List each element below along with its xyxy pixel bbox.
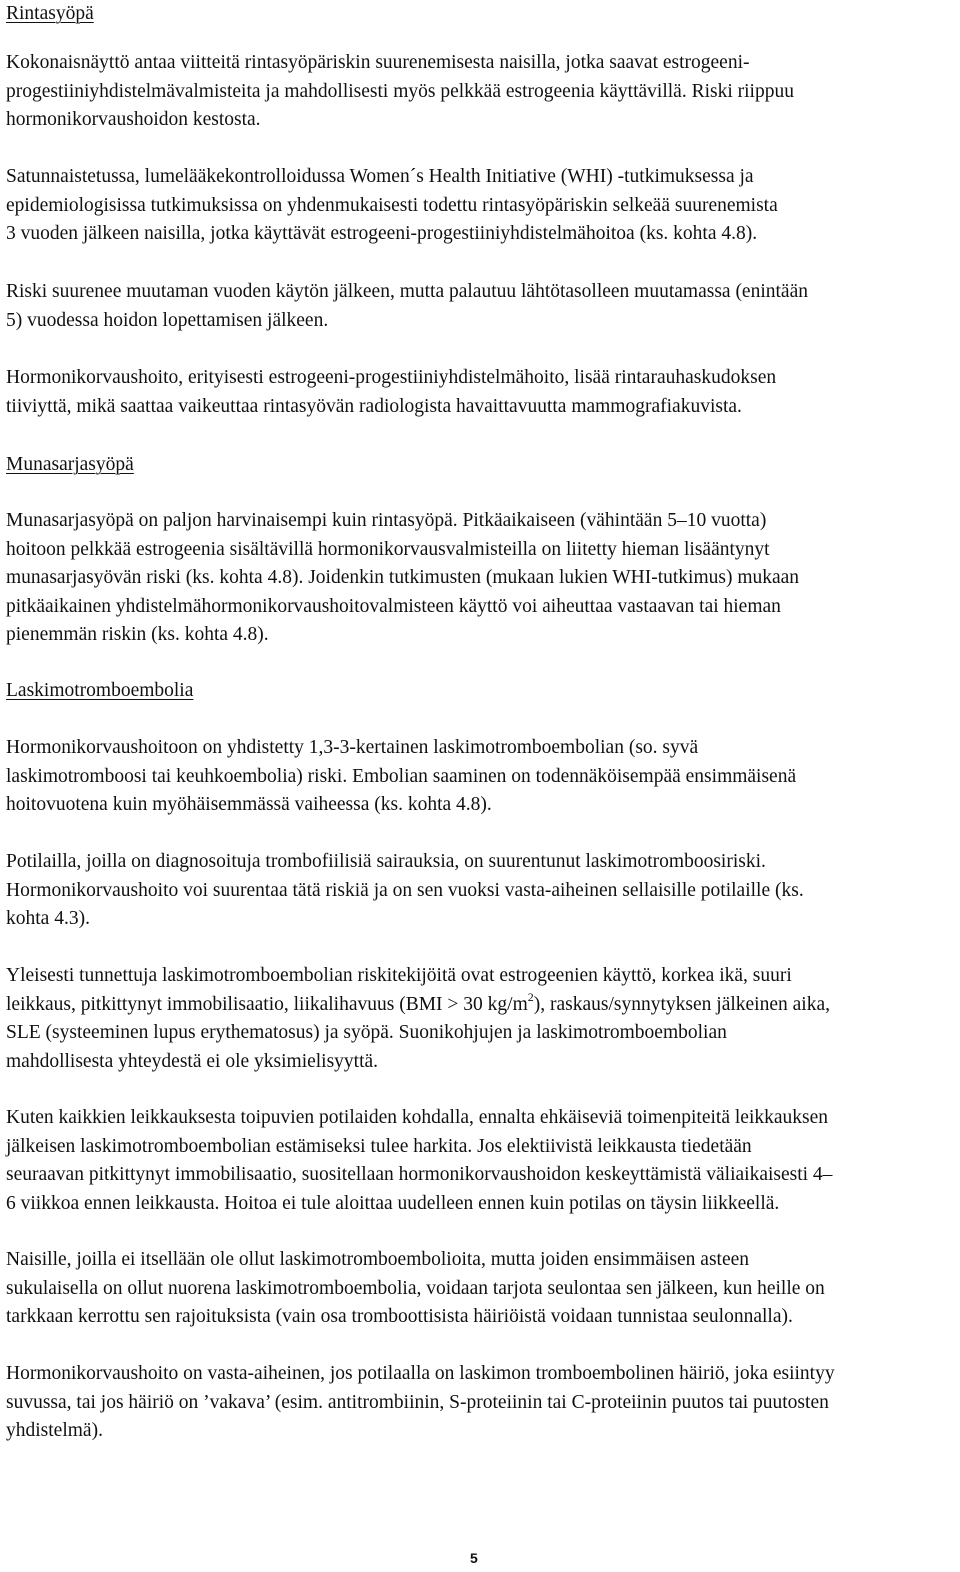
text-line: 3 vuoden jälkeen naisilla, jotka käyttävät estrogeeni-progestiiniyhdistelmähoitoa (ks. kohta 4.8). bbox=[6, 223, 758, 244]
text-line: Hormonikorvaushoito, erityisesti estrogeeni-progestiiniyhdistelmähoito, lisää rintarauhaskudoksen bbox=[6, 367, 777, 388]
text-line: progestiiniyhdistelmävalmisteita ja mahdollisesti myös pelkkää estrogeenia käyttävillä. Riski riippuu bbox=[6, 80, 794, 102]
text-line: epidemiologisissa tutkimuksissa on yhdenmukaisesti todettu rintasyöpäriskin selkeää suurenemista bbox=[6, 194, 778, 216]
page-number: 5 bbox=[470, 1550, 478, 1566]
paragraph-vte-3 bbox=[6, 962, 952, 1076]
text-segment: leikkaus, pitkittynyt immobilisaatio, liikalihavuus (BMI > 30 kg/m bbox=[6, 993, 528, 1015]
section-heading-ovarian-cancer: Munasarjasyöpä bbox=[6, 454, 134, 475]
text-line: laskimotromboosi tai keuhkoembolia) riski. Embolian saaminen on todennäköisempää ensimmäisenä bbox=[6, 765, 797, 787]
superscript: 2 bbox=[527, 989, 534, 1004]
text-line: sukulaisella on ollut nuorena laskimotromboembolia, voidaan tarjota seulontaa sen jälkeen, kun heille on bbox=[6, 1277, 825, 1299]
text-line: kohta 4.3). bbox=[6, 908, 90, 929]
text-line: Naisille, joilla ei itsellään ole ollut laskimotromboembolioita, mutta joiden ensimmäisen asteen bbox=[6, 1249, 750, 1270]
text-line: Kuten kaikkien leikkauksesta toipuvien potilaiden kohdalla, ennalta ehkäiseviä toimenpiteitä leikkauksen bbox=[6, 1107, 829, 1128]
text-line: mahdollisesta yhteydestä ei ole yksimielisyyttä. bbox=[6, 1050, 379, 1072]
paragraph-vte-6 bbox=[6, 1360, 952, 1446]
text-line: tiiviyttä, mikä saattaa vaikeuttaa rintasyövän radiologista havaittavuutta mammografiakuvista. bbox=[6, 395, 742, 417]
text-line: hoitoon pelkkää estrogeenia sisältävillä hormonikorvausvalmisteilla on liitetty hieman lisääntynyt bbox=[6, 538, 770, 560]
text-segment: ), raskaus/synnytyksen jälkeinen aika, bbox=[533, 993, 830, 1015]
text-line: Kokonaisnäyttö antaa viitteitä rintasyöpäriskin suurenemisesta naisilla, jotka saavat estrogeeni- bbox=[6, 52, 750, 73]
paragraph-breast-cancer-2 bbox=[6, 163, 952, 249]
section-heading-vte: Laskimotromboembolia bbox=[6, 680, 194, 701]
text-line: seuraavan pitkittynyt immobilisaatio, suositellaan hormonikorvaushoidon keskeyttämistä väliaikaisesti 4– bbox=[6, 1164, 833, 1185]
text-line bbox=[6, 991, 952, 1020]
paragraph-ovarian-cancer-1 bbox=[6, 507, 952, 650]
text-line: pienemmän riskin (ks. kohta 4.8). bbox=[6, 624, 269, 645]
text-line: yhdistelmä). bbox=[6, 1420, 103, 1441]
text-line: Potilailla, joilla on diagnosoituja trombofiilisiä sairauksia, on suurentunut laskimotromboosiriski. bbox=[6, 851, 766, 872]
text-line: jälkeisen laskimotromboembolian estämiseksi tulee harkita. Jos elektiivistä leikkausta tiedetään bbox=[6, 1135, 752, 1157]
text-line: tarkkaan kerrottu sen rajoituksista (vain osa tromboottisista häiriöistä voidaan tunnistaa seulonnalla). bbox=[6, 1306, 793, 1327]
paragraph-vte-5 bbox=[6, 1246, 952, 1332]
text-line: 5) vuodessa hoidon lopettamisen jälkeen. bbox=[6, 309, 329, 331]
text-line: Munasarjasyöpä on paljon harvinaisempi kuin rintasyöpä. Pitkäaikaiseen (vähintään 5–10 vuotta) bbox=[6, 510, 767, 531]
text-line: SLE (systeeminen lupus erythematosus) ja syöpä. Suonikohjujen ja laskimotromboembolian bbox=[6, 1022, 727, 1043]
text-line: Riski suurenee muutaman vuoden käytön jälkeen, mutta palautuu lähtötasolleen muutamassa (enintään bbox=[6, 281, 808, 302]
text-line: 6 viikkoa ennen leikkausta. Hoitoa ei tule aloittaa uudelleen ennen kuin potilas on täysin liikkeellä. bbox=[6, 1192, 780, 1214]
text-line: munasarjasyövän riski (ks. kohta 4.8). Joidenkin tutkimusten (mukaan lukien WHI-tutkimus) mukaan bbox=[6, 567, 800, 588]
paragraph-breast-cancer-4 bbox=[6, 364, 952, 421]
paragraph-vte-4 bbox=[6, 1104, 952, 1218]
text-line: hoitovuotena kuin myöhäisemmässä vaiheessa (ks. kohta 4.8). bbox=[6, 794, 492, 815]
paragraph-breast-cancer-3 bbox=[6, 278, 952, 335]
paragraph-vte-2 bbox=[6, 848, 952, 934]
paragraph-vte-1 bbox=[6, 734, 952, 820]
paragraph-breast-cancer-1 bbox=[6, 49, 952, 135]
section-heading-breast-cancer: Rintasyöpä bbox=[6, 3, 94, 24]
text-line: suvussa, tai jos häiriö on ’vakava’ (esim. antitrombiinin, S-proteiinin tai C-proteiinin puutos tai puutosten bbox=[6, 1391, 829, 1413]
text-line: Hormonikorvaushoito voi suurentaa tätä riskiä ja on sen vuoksi vasta-aiheinen sellaisille potilaille (ks. bbox=[6, 879, 804, 901]
text-line: Hormonikorvaushoitoon on yhdistetty 1,3-3-kertainen laskimotromboembolian (so. syvä bbox=[6, 737, 699, 758]
text-line: Yleisesti tunnettuja laskimotromboembolian riskitekijöitä ovat estrogeenien käyttö, korkea ikä, suuri bbox=[6, 965, 792, 986]
text-line: Satunnaistetussa, lumelääkekontrolloidussa Women´s Health Initiative (WHI) -tutkimuksessa ja bbox=[6, 166, 754, 187]
text-line: hormonikorvaushoidon kestosta. bbox=[6, 109, 261, 130]
text-line: Hormonikorvaushoito on vasta-aiheinen, jos potilaalla on laskimon tromboembolinen häiriö, joka esiintyy bbox=[6, 1363, 835, 1384]
text-line: pitkäaikainen yhdistelmähormonikorvaushoitovalmisteen käyttö voi aiheuttaa vastaavan tai hieman bbox=[6, 595, 781, 617]
